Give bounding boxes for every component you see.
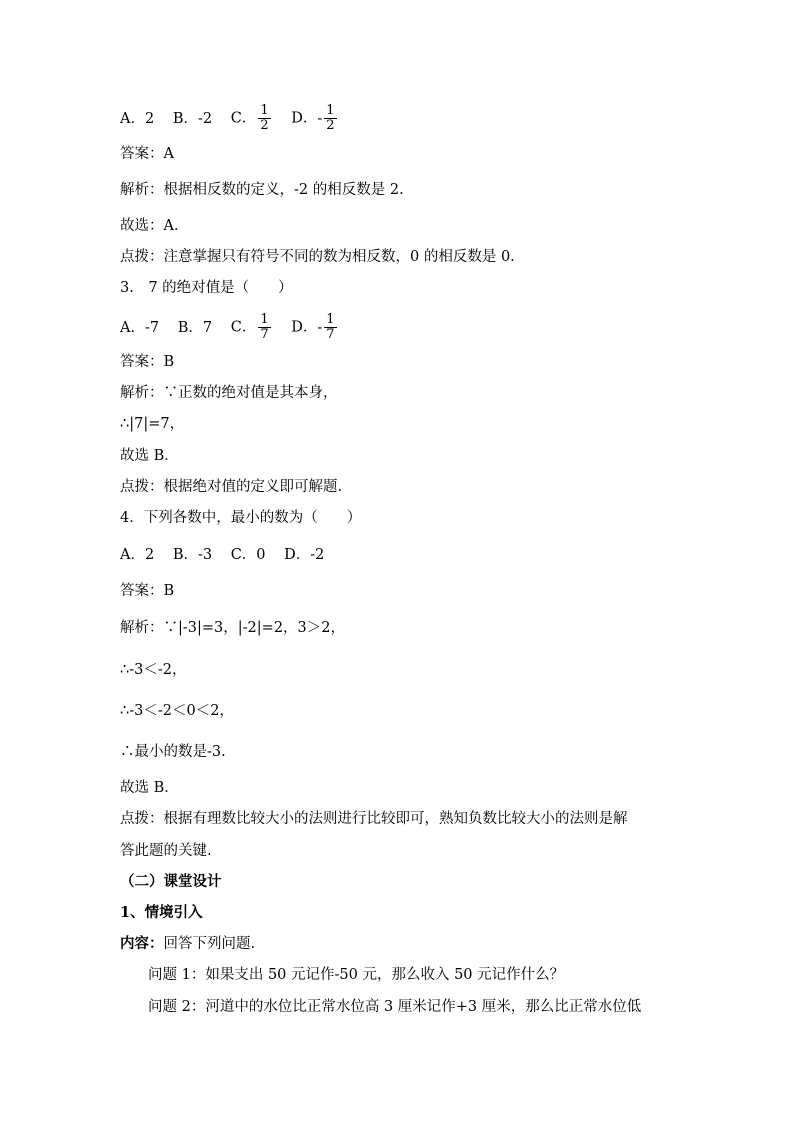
q4-answer: 答案：B [120,583,175,599]
fraction: $\frac{1}{2}$ [260,103,269,133]
q3-options [120,313,353,342]
option-c: C． $\frac{1}{2}$ [230,103,269,133]
content-label: 内容： [120,935,164,952]
q2-tip: 点拨：注意掌握只有符号不同的数为相反数，0 的相反数是 0. [120,249,515,265]
content-line [120,934,255,954]
q4-analysis: 解析：∵|-3|=3，|-2|=2，3＞2， [120,620,345,636]
fraction: $\frac{1}{7}$ [326,312,335,342]
q3-choose: 故选 B． [120,448,179,464]
option-d: D． - $\frac{1}{2}$ [291,103,335,133]
q2-options [120,104,353,133]
option-a: A．2 [120,547,155,563]
option-c: C．0 [230,547,266,563]
fraction: $\frac{1}{2}$ [326,103,335,133]
q4-choose: 故选 B． [120,780,179,796]
content-text: 回答下列问题. [163,936,256,952]
question-2: 问题 2：河道中的水位比正常水位高 3 厘米记作+3 厘米，那么比正常水位低 [148,999,642,1015]
section-title: （二）课堂设计 [120,873,222,890]
question-1: 问题 1：如果支出 50 元记作-50 元，那么收入 50 元记作什么？ [148,967,565,983]
q3-title: 3. 7 的绝对值是（ ） [120,280,293,296]
option-b: B．-2 [172,110,213,127]
option-b: B．7 [177,319,213,336]
option-b: B．-3 [172,547,213,563]
q4-step2: ∴-3＜-2＜0＜2， [120,703,234,719]
option-a: A．2 [120,110,155,127]
q2-choose: 故选：A． [120,218,189,234]
q4-tip-line2: 答此题的关键. [120,843,212,859]
q4-options [120,545,338,565]
q4-tip-line1: 点拨：根据有理数比较大小的法则进行比较即可，熟知负数比较大小的法则是解 [120,811,628,827]
fraction: $\frac{1}{7}$ [260,312,269,342]
q3-tip: 点拨：根据绝对值的定义即可解题. [120,479,343,495]
q2-analysis: 解析：根据相反数的定义，-2 的相反数是 2. [120,182,404,198]
q4-step3: ∴最小的数是-3. [120,744,226,760]
q4-title: 4．下列各数中，最小的数为（ ） [120,510,362,526]
option-a: A．-7 [120,319,160,336]
option-d: D． - $\frac{1}{7}$ [291,312,335,342]
q3-analysis: 解析：∵正数的绝对值是其本身， [120,385,338,401]
q4-step1: ∴-3＜-2， [120,662,187,678]
q2-answer: 答案：A [120,146,174,162]
sub-title: 1、情境引入 [120,904,203,921]
q3-step: ∴|7|=7， [120,416,185,432]
q3-answer: 答案：B [120,354,175,370]
option-c: C． $\frac{1}{7}$ [230,312,269,342]
option-d: D．-2 [284,547,325,563]
